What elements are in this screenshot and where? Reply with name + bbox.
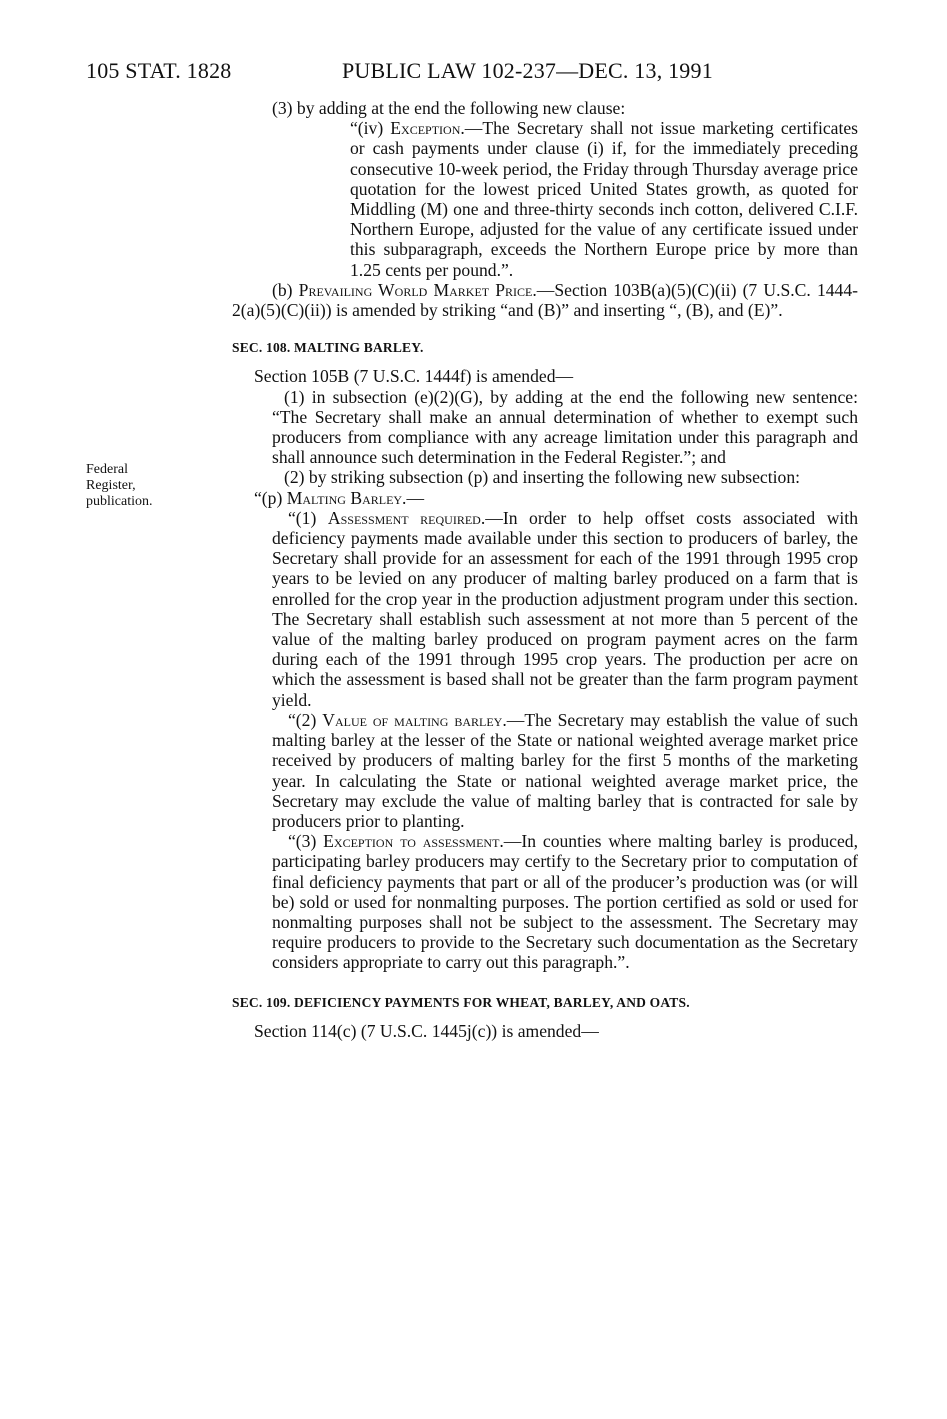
margin-note-line: Register, (86, 478, 136, 493)
clause-iv-body: —The Secretary shall not issue marketing certificates or cash payments under clause (i) if, for the immediately preceding consecutive 10-week period, the Friday through Thursday average price quotation for the lowest priced United States growth, as quoted for Middling (M) one and three-thirty seconds inch cotton, delivered C.I.F. Northern Europe, adjusted for the value of any certificate issued under this subparagraph, exceeds the Northern Europe price by more than 1.25 cents per pound.”. (350, 118, 858, 280)
paragraph-2-heading: Value of malting barley. (322, 709, 507, 730)
paragraph-b-heading: Prevailing World Market Price. (298, 279, 537, 300)
paragraph-b-label: (b) (272, 279, 299, 300)
paragraph-1-block (232, 508, 858, 710)
subsection-p-heading (232, 488, 858, 508)
section-109-intro: Section 114(c) (7 U.S.C. 1445j(c)) is amended— (254, 1020, 599, 1041)
document-body (232, 98, 858, 1041)
paragraph-1-text (272, 508, 858, 710)
running-title: PUBLIC LAW 102-237—DEC. 13, 1991 (342, 58, 713, 83)
subsection-p-dash: — (406, 487, 425, 508)
item-2-text: (2) by striking subsection (p) and inserting the following new subsection: (284, 467, 801, 488)
item-1-text: (1) in subsection (e)(2)(G), by adding at the end the following new sentence: “The Secretary shall make an annual determination of whether to exempt such producers from compliance with any acreage limitation under this paragraph and shall announce such determination in the Federal Register.”; and (272, 386, 858, 468)
section-109-heading: SEC. 109. DEFICIENCY PAYMENTS FOR WHEAT, BARLEY, AND OATS. (232, 994, 690, 1010)
paragraph-2-open: “(2) (288, 709, 323, 730)
section-108-item-1 (232, 387, 858, 468)
paragraph-3-block (232, 831, 858, 972)
paragraph-3-open: “(3) (288, 831, 324, 852)
subsection-p-title: Malting Barley. (286, 487, 407, 508)
clause-iv-open: “(iv) (350, 118, 391, 139)
section-108-item-2 (232, 467, 858, 487)
paragraph-b (232, 280, 858, 320)
margin-note-line: publication. (86, 494, 153, 509)
paragraph-1-heading: Assessment required. (327, 507, 486, 528)
paragraph-3-body: —In counties where malting barley is produced, participating barley producers may certify to the Secretary prior to computation of final deficiency payments that part or all of the producer’s production was (or will be) sold or used for nonmalting purposes. The portion certified as sold or used for nonmalting purposes shall not be subject to the assessment. The Secretary may require producers to provide to the Secretary such documentation as the Secretary considers appropriate to carry out this paragraph.”. (272, 831, 858, 973)
clause-iv-text (350, 118, 858, 280)
margin-note-line: Federal (86, 462, 128, 477)
paragraph-1-open: “(1) (288, 507, 328, 528)
subsection-p-open: “(p) (254, 487, 287, 508)
paragraph-3-heading: Exception to assessment. (323, 831, 504, 852)
clause-iv-heading: Exception. (390, 118, 465, 139)
paragraph-2-text (272, 710, 858, 831)
page-stat-number: 105 STAT. 1828 (86, 58, 232, 83)
clause-3-intro: (3) by adding at the end the following new clause: (272, 98, 626, 118)
paragraph-1-body: —In order to help offset costs associated with deficiency payments made available under this section to producers of barley, the Secretary shall provide for an assessment for each of the 1991 through 1995 crop years to be levied on any producer of malting barley produced on a farm that is enrolled for the crop year in the production adjustment program under this section. The Secretary shall establish such assessment at not more than 5 percent of the value of the malting barley produced on program payment acres on the farm during each of the 1991 through 1995 crop years. The production per acre on which the assessment is based shall not be greater than the farm program payment yield. (272, 507, 858, 710)
clause-iv-block (232, 118, 858, 280)
paragraph-3-text (272, 831, 858, 972)
section-108-heading: SEC. 108. MALTING BARLEY. (232, 340, 424, 356)
paragraph-2-block (232, 710, 858, 831)
paragraph-b-body: —Section 103B(a)(5)(C)(ii) (7 U.S.C. 1444-2(a)(5)(C)(ii)) is amended by striking “and (B)” and inserting “, (B), and (E)”. (232, 279, 858, 321)
margin-note (86, 462, 196, 510)
paragraph-2-body: —The Secretary may establish the value of such malting barley at the lesser of the State or national weighted average market price received by producers of malting barley for the first 5 months of the marketing year. In calculating the State or national weighted average market price, the Secretary may exclude the value of malting barley that is contracted for sale by producers prior to planting. (272, 709, 858, 831)
section-108-intro: Section 105B (7 U.S.C. 1444f) is amended— (254, 366, 574, 387)
